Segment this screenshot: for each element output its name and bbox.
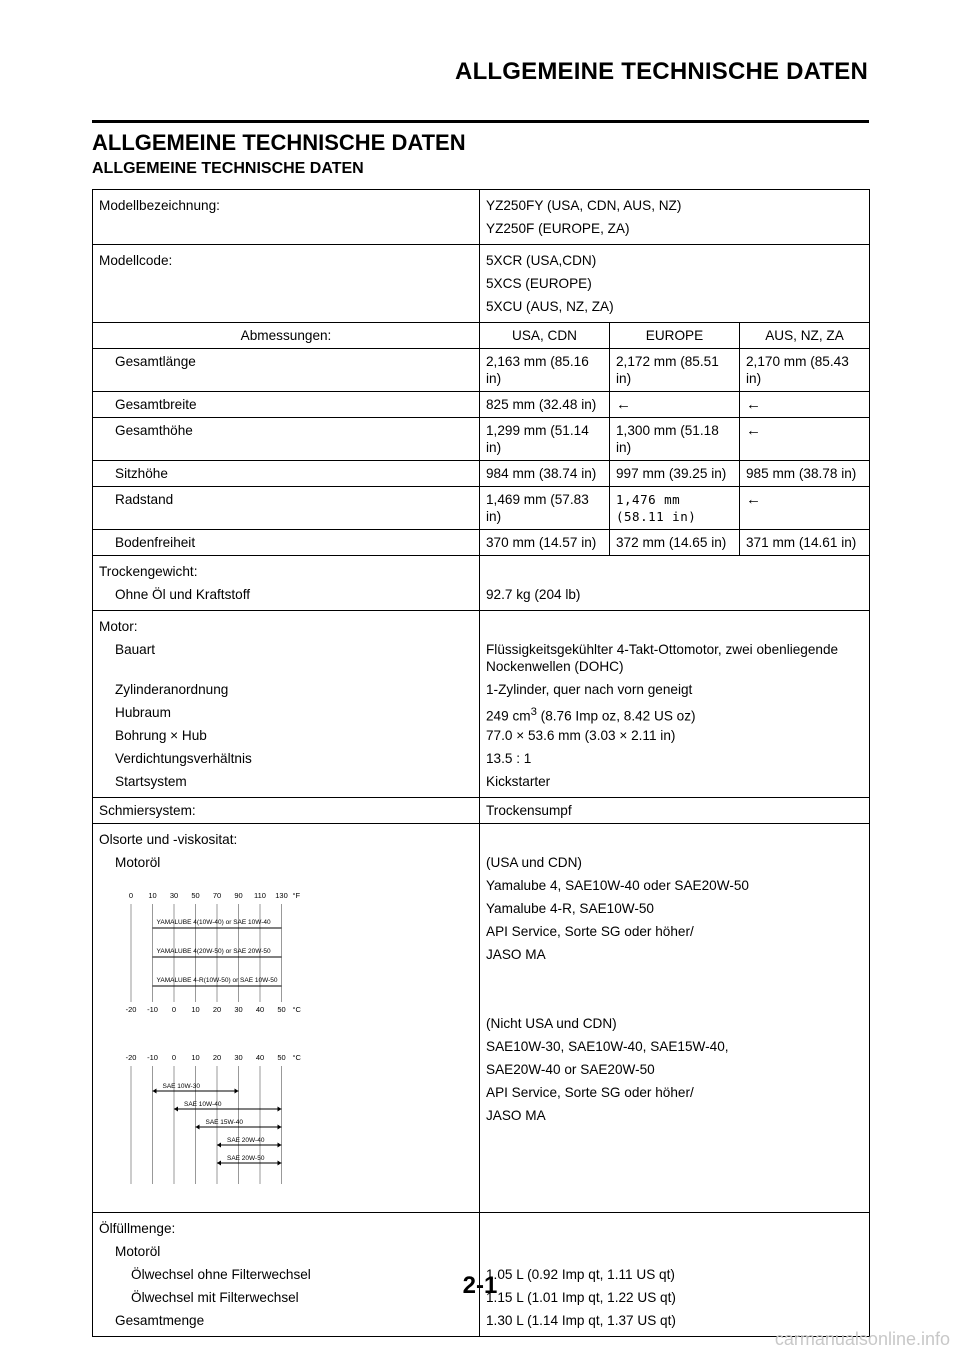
dimensions-label: Abmessungen: xyxy=(93,323,480,349)
oil-grade-label: Olsorte und -viskositat: xyxy=(99,832,238,847)
spec-table xyxy=(92,189,870,1337)
table-row: Gesamtbreite 825 mm (32.48 in) ← ← xyxy=(93,392,870,418)
band-label: SAE 15W-40 xyxy=(205,1119,243,1126)
c-tick-label: 10 xyxy=(191,1005,200,1014)
table-row: Gesamtlänge 2,163 mm (85.16 in) 2,172 mm (85.51 in) 2,170 mm (85.43 in) xyxy=(93,349,870,392)
header-rule xyxy=(92,120,869,123)
weight-row xyxy=(93,556,870,611)
weight-label: Trockengewicht: xyxy=(99,564,198,579)
c-tick-label: -10 xyxy=(147,1053,158,1062)
same-as-left-arrow: ← xyxy=(610,392,740,418)
running-header: ALLGEMEINE TECHNISCHE DATEN xyxy=(455,58,868,85)
band-label: SAE 20W-50 xyxy=(227,1155,265,1162)
band-label: YAMALUBE 4-R(10W-50) or SAE 10W-50 xyxy=(156,977,278,984)
lubrication-row xyxy=(93,798,870,824)
c-tick-label: -20 xyxy=(125,1053,137,1062)
engine-type-value: Flüssigkeitsgekühlter 4-Takt-Ottomotor, zwei obenliegende Nockenwellen (DOHC) xyxy=(486,642,839,674)
dim-col-aus: AUS, NZ, ZA xyxy=(740,323,870,349)
engine-label: Motor: xyxy=(99,619,138,634)
f-tick-label: 0 xyxy=(128,891,134,900)
table-row: Sitzhöhe 984 mm (38.74 in) 997 mm (39.25 in) 985 mm (38.78 in) xyxy=(93,461,870,487)
band-label: SAE 10W-40 xyxy=(184,1101,222,1108)
c-tick-label: 50 xyxy=(277,1053,286,1062)
c-tick-label: -10 xyxy=(147,1005,158,1014)
section-subtitle: ALLGEMEINE TECHNISCHE DATEN xyxy=(92,160,364,177)
oil-viscosity-charts xyxy=(121,874,341,1204)
c-tick-label: 40 xyxy=(255,1053,265,1062)
f-tick-label: 50 xyxy=(191,891,200,900)
band-label: SAE 20W-40 xyxy=(227,1137,265,1144)
oil-capacity-row: Ölfüllmenge: Motoröl Ölwechsel ohne Filterwechsel Ölwechsel mit Filterwechsel Gesamtmenge 1.05 L (0.92 Imp qt, 1.11 US qt) 1.15 L (1.01 Imp qt, 1.22 US qt) 1.30 L (1.14 Imp qt, 1.37 US qt) xyxy=(93,1213,870,1337)
band-label: SAE 10W-30 xyxy=(162,1083,200,1090)
c-unit-label: °C xyxy=(292,1053,301,1062)
c-tick-label: 30 xyxy=(234,1053,243,1062)
dimensions-header-row xyxy=(93,323,870,349)
oil-capacity-label: Ölfüllmenge: xyxy=(99,1221,176,1236)
c-tick-label: 40 xyxy=(255,1005,265,1014)
c-tick-label: 30 xyxy=(234,1005,243,1014)
same-as-left-arrow: ← xyxy=(740,392,870,418)
watermark: carmanualsonline.info xyxy=(774,1329,950,1349)
same-as-left-arrow: ← xyxy=(740,487,870,530)
model-row xyxy=(93,190,870,245)
c-tick-label: 20 xyxy=(212,1053,222,1062)
oil-charts xyxy=(99,874,473,1208)
model-code-values: 5XCR (USA,CDN) 5XCS (EUROPE) 5XCU (AUS, NZ, ZA) xyxy=(480,245,870,323)
band-label: YAMALUBE 4(20W-50) or SAE 20W-50 xyxy=(156,948,271,955)
lubrication-label: Schmiersystem: xyxy=(93,798,480,824)
model-values: YZ250FY (USA, CDN, AUS, NZ) YZ250F (EUROPE, ZA) xyxy=(480,190,870,245)
weight-sub-label: Ohne Öl und Kraftstoff xyxy=(115,587,251,602)
oil-grade-row: Olsorte und -viskositat: Motoröl 0 10 30 50 70 90 110 130 °F -20 -10 0 10 20 30 40 50 °C YAMALUBE 4(10W-40) or SAE 10W-40 YAMALUBE 4(20W-50) or SAE 20W-50 YAMALUBE 4-R(10W-50) or SAE 10W-50 -20 -10 0 10 20 30 40 50 °C SAE 10W-30 SAE 10W-40 SAE 15W-40 SAE 20W-40 SAE 20W-50 (USA und CDN) Yamalube 4, SAE10W-40 oder SAE20W-50 Yamalube 4-R, SAE10W-50 API Service, Sorte SG oder höher/ JASO MA (Nicht USA und CDN) SAE10W-30, SAE10W-40, SAE15W-40, SAE20W-40 or SAE20W-50 API Service, Sorte SG oder höher/ JASO MA xyxy=(93,824,870,1213)
c-tick-label: 10 xyxy=(191,1053,200,1062)
c-tick-label: -20 xyxy=(125,1005,137,1014)
same-as-left-arrow: ← xyxy=(740,418,870,461)
c-tick-label: 0 xyxy=(171,1005,177,1014)
table-row: Bodenfreiheit 370 mm (14.57 in) 372 mm (14.65 in) 371 mm (14.61 in) xyxy=(93,530,870,556)
oil-grade-sub-label: Motoröl xyxy=(115,855,161,870)
displacement-value: 249 $cm^3$ (8.76 Imp oz, 8.42 US oz) xyxy=(486,706,696,724)
f-tick-label: 10 xyxy=(148,891,157,900)
table-row: Gesamthöhe 1,299 mm (51.14 in) 1,300 mm (51.18 in) ← xyxy=(93,418,870,461)
dim-col-usa: USA, CDN xyxy=(480,323,610,349)
f-unit-label: °F xyxy=(292,891,301,900)
c-tick-label: 0 xyxy=(171,1053,177,1062)
model-code-row xyxy=(93,245,870,323)
page-number: 2-1 xyxy=(462,1272,498,1299)
engine-row: Motor: Bauart Zylinderanordnung Hubraum Bohrung × Hub Verdichtungsverhältnis Startsystem Flüssigkeitsgekühlter 4-Takt-Ottomotor, zwei obenliegende Nockenwellen (DOHC) 1-Zylinder, quer nach vorn geneigt 249 $cm^3$ (8.76 Imp oz, 8.42 US oz) 77.0 × 53.6 mm (3.03 × 2.11 in) 13.5 : 1 Kickstarter xyxy=(93,611,870,798)
viscosity-chart-other xyxy=(126,1053,302,1184)
c-unit-label: °C xyxy=(292,1005,301,1014)
c-tick-label: 20 xyxy=(212,1005,222,1014)
f-tick-label: 110 xyxy=(254,891,266,900)
model-label: Modellbezeichnung: xyxy=(93,190,480,245)
lubrication-value: Trockensumpf xyxy=(480,798,870,824)
model-code-label: Modellcode: xyxy=(93,245,480,323)
section-title: ALLGEMEINE TECHNISCHE DATEN xyxy=(92,130,466,155)
dim-col-europe: EUROPE xyxy=(610,323,740,349)
f-tick-label: 70 xyxy=(212,891,222,900)
f-tick-label: 130 xyxy=(275,891,288,900)
viscosity-chart-usa xyxy=(126,891,302,1014)
band-label: YAMALUBE 4(10W-40) or SAE 10W-40 xyxy=(156,919,271,926)
f-tick-label: 90 xyxy=(234,891,243,900)
weight-value: 92.7 kg (204 lb) xyxy=(486,587,581,602)
c-tick-label: 50 xyxy=(277,1005,286,1014)
table-row: Radstand 1,469 mm (57.83 in) 1,476 mm (58.11 in) ← xyxy=(93,487,870,530)
f-tick-label: 30 xyxy=(169,891,179,900)
